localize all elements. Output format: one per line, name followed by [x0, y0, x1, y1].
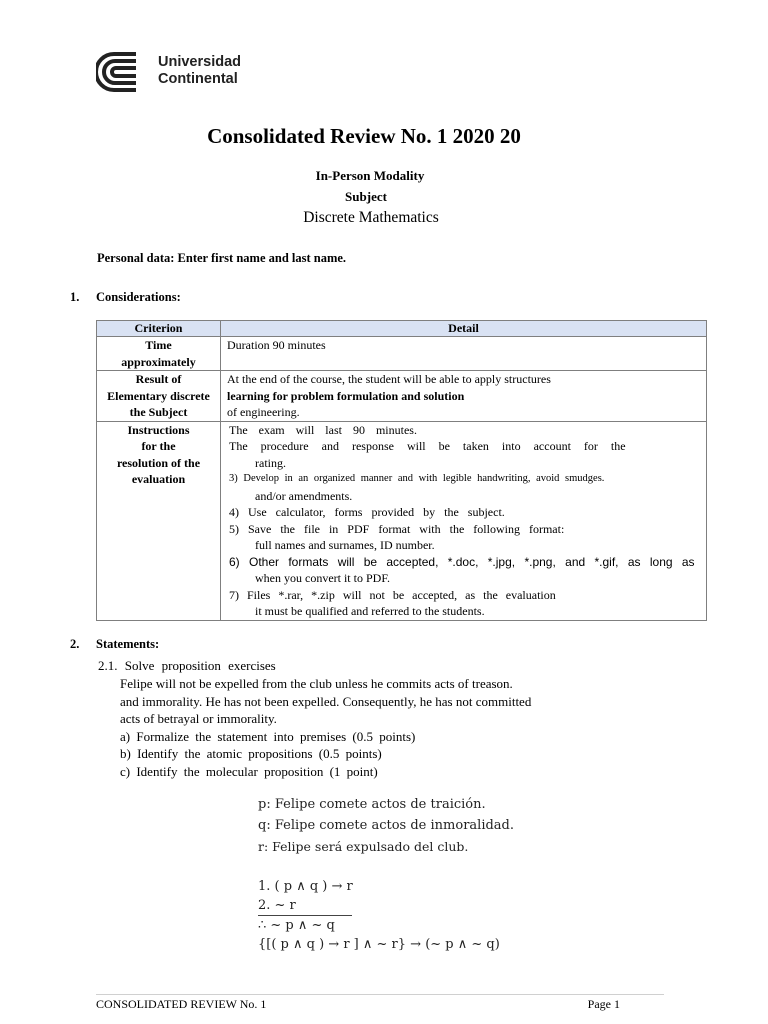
detail-line: At the end of the course, the student will be able to apply structures	[227, 372, 551, 386]
logo-line-1: Universidad	[158, 54, 241, 70]
exercise-item: b) Identify the atomic propositions (0.5 points)	[120, 746, 382, 761]
detail-line: it must be qualified and referred to the students.	[255, 604, 485, 618]
page-footer	[96, 994, 664, 1012]
premise-1: 1. ( p ∧ q ) → r	[258, 879, 353, 894]
exercise-item: c) Identify the molecular proposition (1 point)	[120, 763, 378, 779]
detail-line: full names and surnames, ID number.	[255, 538, 435, 552]
molecular-formula: {[( p ∧ q ) → r ] ∧ ~ r} → (~ p ∧ ~ q)	[258, 937, 500, 952]
detail-line: 6) Other formats will be accepted, *.doc, *.jpg, *.png, and *.gif, as long as	[229, 554, 695, 569]
detail-line: learning for problem formulation and solution	[227, 388, 465, 403]
subject-name: Discrete Mathematics	[303, 209, 439, 226]
exercise-statement	[120, 675, 600, 780]
modality: In-Person Modality	[315, 168, 425, 183]
criterion-cell	[97, 421, 221, 620]
exercise-item: a) Formalize the statement into premises (0.5 points)	[120, 728, 416, 744]
proposition-p: p: Felipe comete actos de traición.	[258, 797, 486, 812]
criterion-line: Time	[145, 338, 172, 352]
table-row	[97, 337, 707, 371]
table-header-row	[97, 321, 707, 337]
university-logo	[96, 50, 266, 94]
criterion-cell	[97, 371, 221, 422]
criteria-table	[96, 320, 707, 621]
conclusion: ∴ ~ p ∧ ~ q	[258, 918, 335, 933]
criterion-line: resolution of the	[116, 455, 201, 470]
detail-line: when you convert it to PDF.	[255, 571, 391, 585]
detail-line: 4) Use calculator, forms provided by the subject.	[229, 505, 505, 519]
criterion-line: the Subject	[129, 405, 188, 419]
detail-line: 3) Develop in an organized manner and with legible handwriting, avoid smudges.	[229, 473, 605, 484]
detail-cell	[221, 337, 707, 371]
detail-cell	[221, 421, 707, 620]
detail-line: of engineering.	[227, 405, 300, 419]
criterion-line: Instructions	[127, 422, 190, 437]
criterion-line: evaluation	[131, 472, 186, 486]
footer-title: CONSOLIDATED REVIEW No. 1	[96, 997, 267, 1011]
statement-line: and immorality. He has not been expelled. Consequently, he has not committed	[120, 693, 532, 709]
section-1-label: Considerations:	[96, 290, 181, 304]
subject-label: Subject	[345, 189, 387, 204]
atomic-propositions	[258, 794, 514, 857]
proposition-q: q: Felipe comete actos de inmoralidad.	[258, 818, 515, 833]
detail-line: The exam will last 90 minutes.	[229, 422, 417, 437]
exercise-heading: 2.1. Solve proposition exercises	[98, 658, 276, 673]
argument-form	[258, 877, 500, 954]
criterion-line: for the	[141, 439, 176, 453]
section-2-label: Statements:	[96, 637, 160, 651]
detail-line: 7) Files *.rar, *.zip will not be accepted, as the evaluation	[229, 587, 556, 602]
premise-2: 2. ~ r	[258, 896, 352, 916]
statement-line: acts of betrayal or immorality.	[120, 711, 277, 726]
criterion-line: approximately	[121, 354, 196, 369]
detail-cell	[221, 371, 707, 422]
section-1-number: 1.	[70, 290, 80, 304]
detail-line: Duration 90 minutes	[227, 338, 326, 352]
detail-line: and/or amendments.	[255, 488, 353, 503]
detail-line: The procedure and response will be taken into account for the	[229, 439, 626, 453]
personal-data-line: Personal data: Enter first name and last name.	[97, 251, 347, 265]
section-2-number: 2.	[70, 637, 80, 651]
statement-line: Felipe will not be expelled from the club unless he commits acts of treason.	[120, 676, 513, 691]
table-row	[97, 421, 707, 620]
criterion-line: Result of	[135, 372, 182, 386]
detail-line: rating.	[255, 455, 286, 470]
table-row	[97, 371, 707, 422]
criterion-line: Elementary discrete	[107, 388, 210, 403]
column-header: Criterion	[97, 321, 221, 337]
detail-line: 5) Save the file in PDF format with the following format:	[229, 521, 565, 536]
page-number: Page 1	[587, 997, 620, 1011]
column-header: Detail	[221, 321, 707, 337]
criterion-cell	[97, 337, 221, 371]
logo-mark-icon	[96, 50, 154, 94]
logo-line-2: Continental	[158, 71, 238, 87]
proposition-r: r: Felipe será expulsado del club.	[258, 839, 469, 854]
document-title: Consolidated Review No. 1 2020 20	[207, 124, 521, 148]
